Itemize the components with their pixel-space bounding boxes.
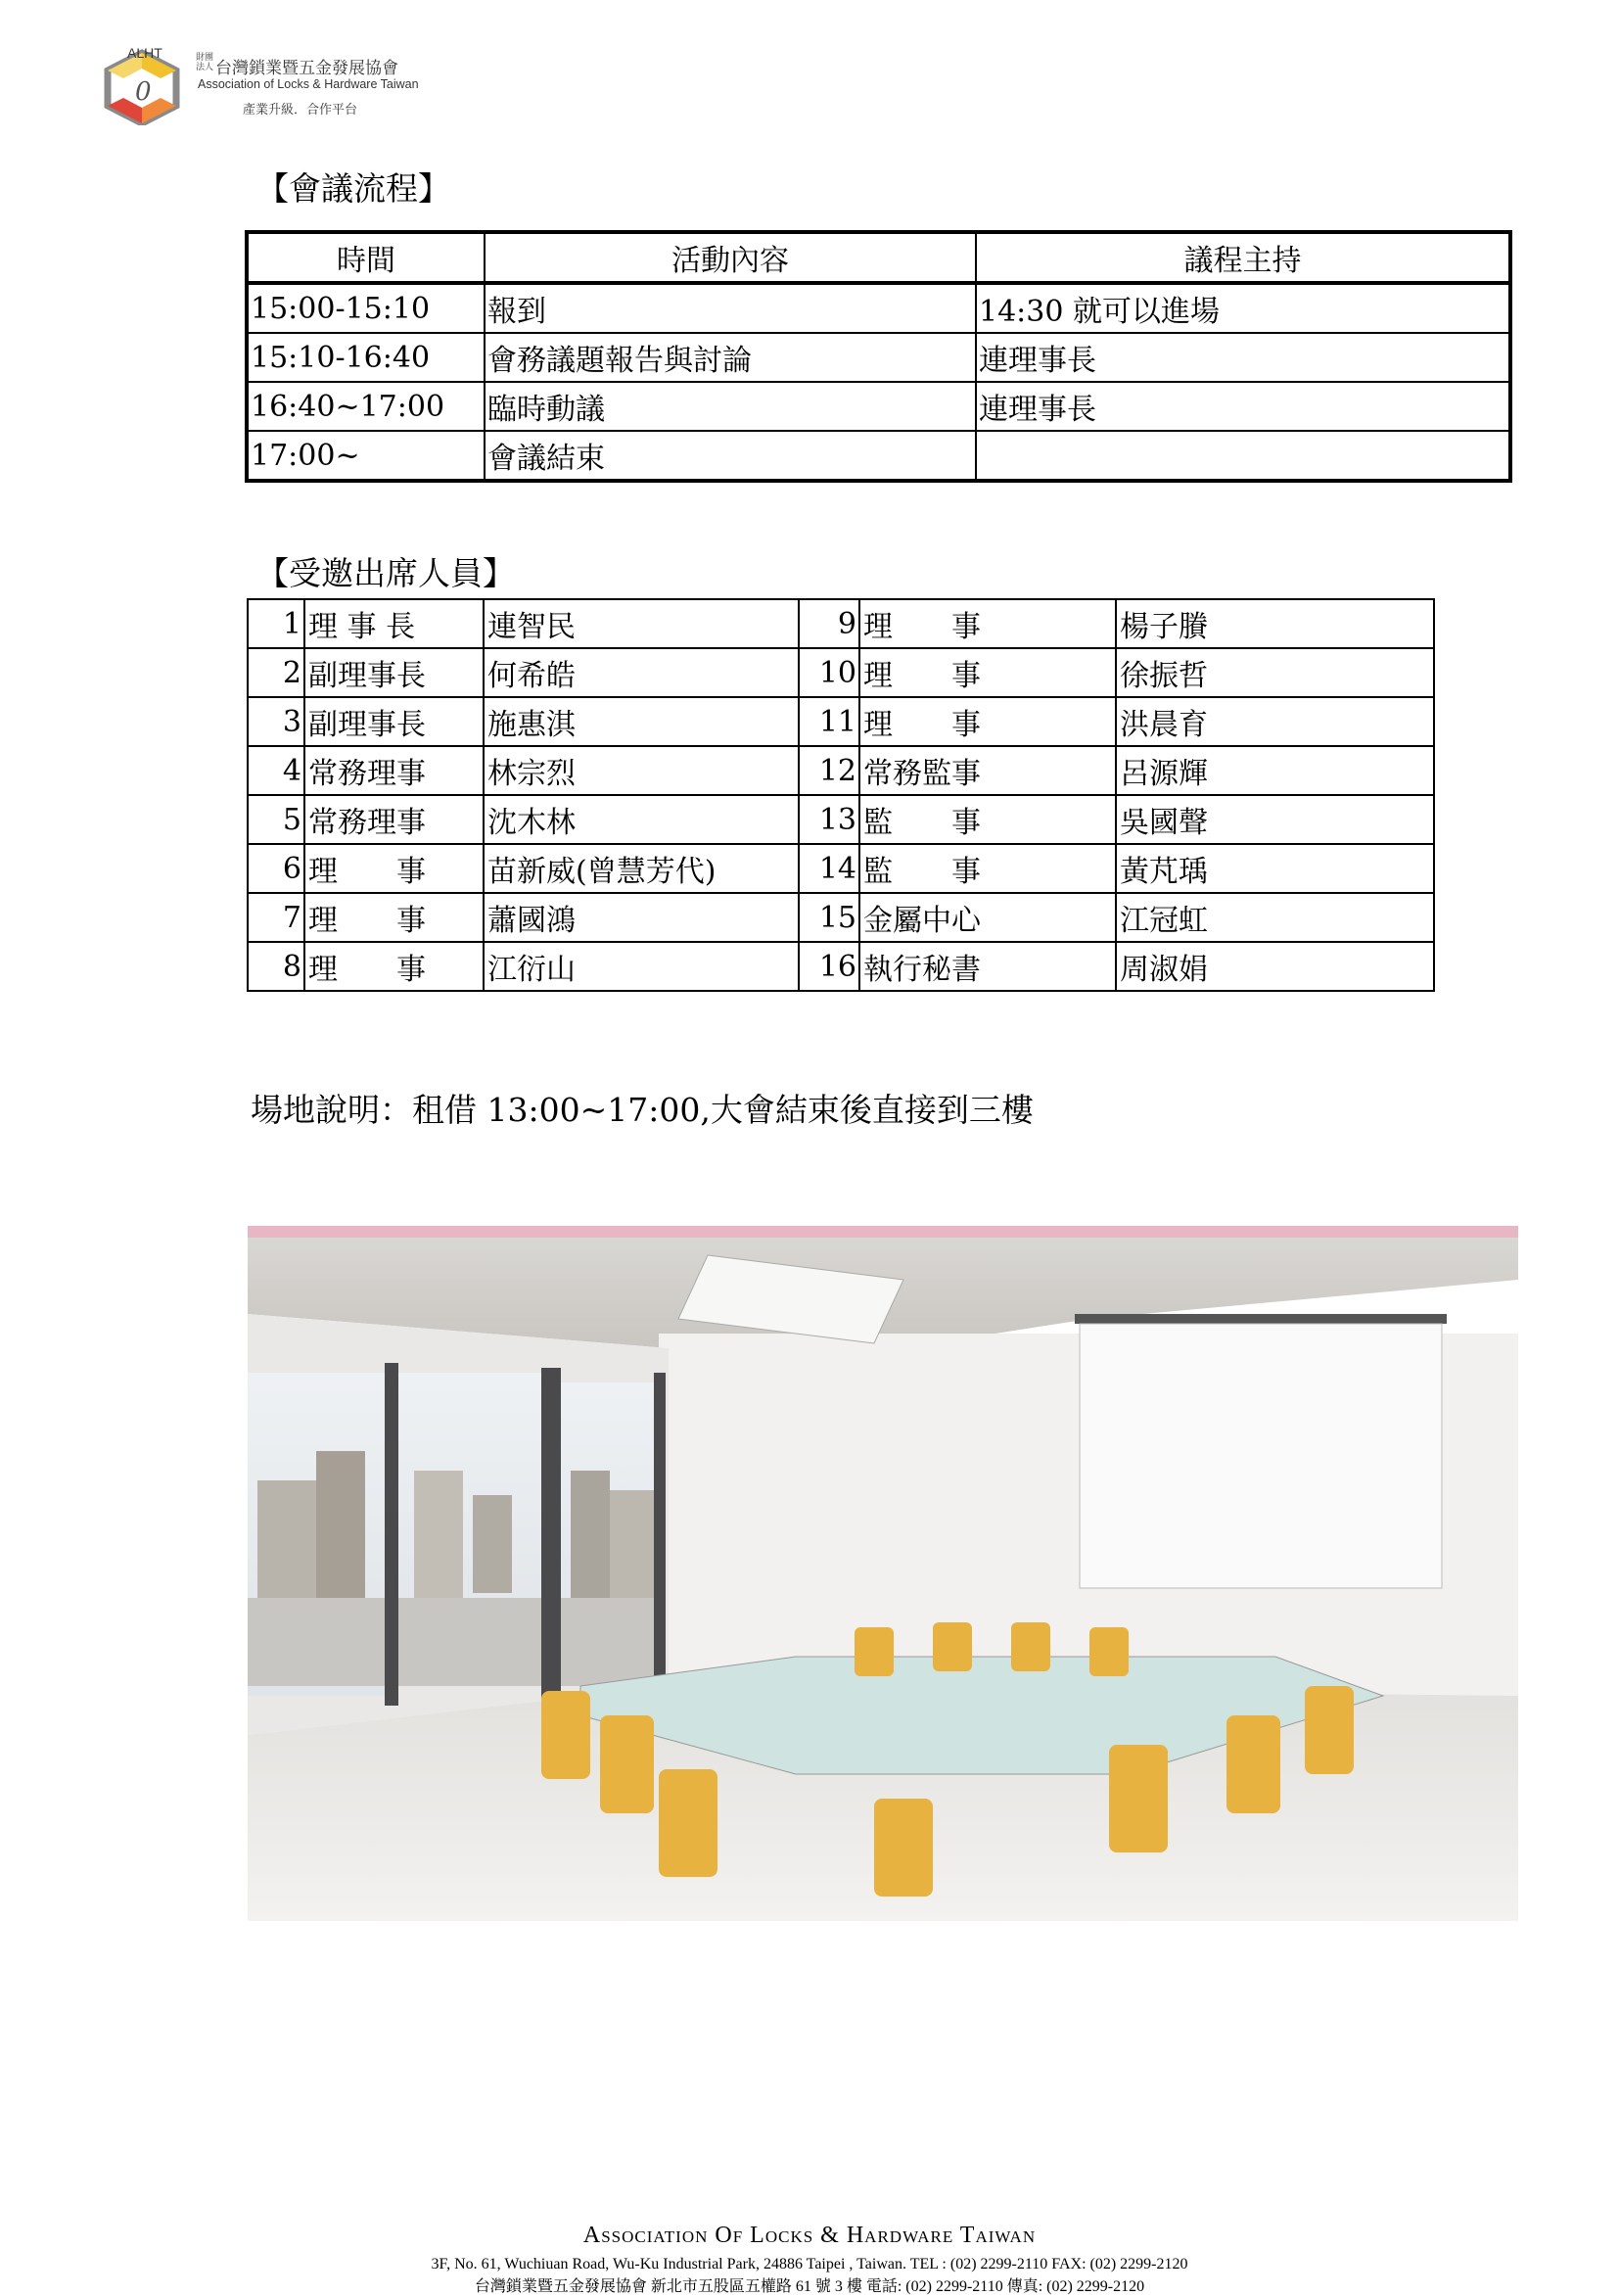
attendee-title: 執行秘書 <box>859 942 1116 991</box>
attendee-name: 楊子賸 <box>1116 599 1434 648</box>
agenda-row <box>247 283 1510 333</box>
attendee-title: 理 事 <box>304 942 484 991</box>
footer-org-english: Association Of Locks & Hardware Taiwan <box>582 2223 1037 2248</box>
agenda-title: 【會議流程】 <box>256 169 450 208</box>
attendee-title: 副理事長 <box>304 697 484 746</box>
attendee-title: 監 事 <box>859 844 1116 893</box>
agenda-host: 連理事長 <box>976 333 1510 382</box>
attendee-name: 呂源輝 <box>1116 746 1434 795</box>
attendee-number: 4 <box>248 746 304 795</box>
svg-text:0: 0 <box>135 77 152 107</box>
attendee-title: 理 事 <box>859 599 1116 648</box>
attendee-row <box>248 942 1434 991</box>
org-type-label: 財團法人 <box>196 53 214 72</box>
attendee-name: 林宗烈 <box>484 746 799 795</box>
attendee-title: 理 事 <box>304 844 484 893</box>
agenda-row <box>247 382 1510 431</box>
org-name-chinese: 台灣鎖業暨五金發展協會 <box>215 59 398 78</box>
attendee-title: 常務監事 <box>859 746 1116 795</box>
agenda-activity: 會議結束 <box>485 431 976 481</box>
attendee-number: 5 <box>248 795 304 844</box>
agenda-time: 15:10-16:40 <box>247 333 485 382</box>
attendee-title: 理 事 <box>859 648 1116 697</box>
attendee-number: 6 <box>248 844 304 893</box>
attendee-name: 連智民 <box>484 599 799 648</box>
attendee-number: 8 <box>248 942 304 991</box>
attendee-number: 1 <box>248 599 304 648</box>
attendee-title: 副理事長 <box>304 648 484 697</box>
agenda-header-time: 時間 <box>247 232 485 283</box>
attendee-title: 理 事 <box>859 697 1116 746</box>
agenda-row <box>247 431 1510 481</box>
attendees-table <box>247 598 1435 992</box>
agenda-row <box>247 333 1510 382</box>
meeting-room-photo <box>248 1226 1518 1921</box>
agenda-time: 17:00~ <box>247 431 485 481</box>
attendee-number: 11 <box>799 697 859 746</box>
attendee-name: 蕭國鴻 <box>484 893 799 942</box>
attendee-row <box>248 844 1434 893</box>
agenda-host: 連理事長 <box>976 382 1510 431</box>
agenda-time: 15:00-15:10 <box>247 283 485 333</box>
agenda-activity: 會務議題報告與討論 <box>485 333 976 382</box>
attendee-number: 12 <box>799 746 859 795</box>
agenda-table <box>245 230 1512 483</box>
agenda-host <box>976 431 1510 481</box>
attendee-number: 16 <box>799 942 859 991</box>
attendee-name: 洪晨育 <box>1116 697 1434 746</box>
attendee-title: 理 事 <box>304 893 484 942</box>
agenda-activity: 報到 <box>485 283 976 333</box>
attendee-title: 常務理事 <box>304 795 484 844</box>
attendee-name: 施惠淇 <box>484 697 799 746</box>
attendee-name: 江衍山 <box>484 942 799 991</box>
attendees-title: 【受邀出席人員】 <box>256 554 515 592</box>
org-slogan: 產業升級．合作平台 <box>243 103 358 117</box>
attendee-name: 苗新威(曾慧芳代) <box>484 844 799 893</box>
attendee-number: 3 <box>248 697 304 746</box>
attendee-name: 吳國聲 <box>1116 795 1434 844</box>
attendee-name: 沈木林 <box>484 795 799 844</box>
attendee-row <box>248 697 1434 746</box>
attendee-number: 14 <box>799 844 859 893</box>
agenda-activity: 臨時動議 <box>485 382 976 431</box>
footer-address-english: 3F, No. 61, Wuchiuan Road, Wu-Ku Industrial Park, 24886 Taipei , Taiwan. TEL : (02) 2299-2110 FAX: (02) 2299-2120 <box>431 2256 1188 2273</box>
attendee-row <box>248 599 1434 648</box>
logo-abbreviation: ALHT <box>127 45 162 61</box>
attendee-number: 7 <box>248 893 304 942</box>
attendee-row <box>248 746 1434 795</box>
attendee-name: 徐振哲 <box>1116 648 1434 697</box>
attendee-name: 江冠虹 <box>1116 893 1434 942</box>
attendee-title: 金屬中心 <box>859 893 1116 942</box>
attendee-name: 黃芃瑀 <box>1116 844 1434 893</box>
attendee-number: 9 <box>799 599 859 648</box>
agenda-header-activity: 活動內容 <box>485 232 976 283</box>
attendee-title: 監 事 <box>859 795 1116 844</box>
venue-note: 場地說明：租借 13:00~17:00,大會結束後直接到三樓 <box>251 1091 1034 1129</box>
org-name-english: Association of Locks & Hardware Taiwan <box>198 77 419 91</box>
agenda-header-row <box>247 232 1510 283</box>
attendee-row <box>248 795 1434 844</box>
attendee-row <box>248 893 1434 942</box>
attendee-name: 周淑娟 <box>1116 942 1434 991</box>
agenda-header-host: 議程主持 <box>976 232 1510 283</box>
footer-address-chinese: 台灣鎖業暨五金發展協會 新北市五股區五權路 61 號 3 樓 電話: (02) 2299-2110 傳真: (02) 2299-2120 <box>474 2278 1145 2295</box>
attendee-number: 15 <box>799 893 859 942</box>
footer-address <box>0 2256 1619 2296</box>
attendee-title: 理 事 長 <box>304 599 484 648</box>
attendee-number: 2 <box>248 648 304 697</box>
attendee-row <box>248 648 1434 697</box>
attendee-title: 常務理事 <box>304 746 484 795</box>
agenda-host: 14:30 就可以進場 <box>976 283 1510 333</box>
attendee-name: 何希皓 <box>484 648 799 697</box>
attendee-number: 10 <box>799 648 859 697</box>
agenda-time: 16:40~17:00 <box>247 382 485 431</box>
attendee-number: 13 <box>799 795 859 844</box>
